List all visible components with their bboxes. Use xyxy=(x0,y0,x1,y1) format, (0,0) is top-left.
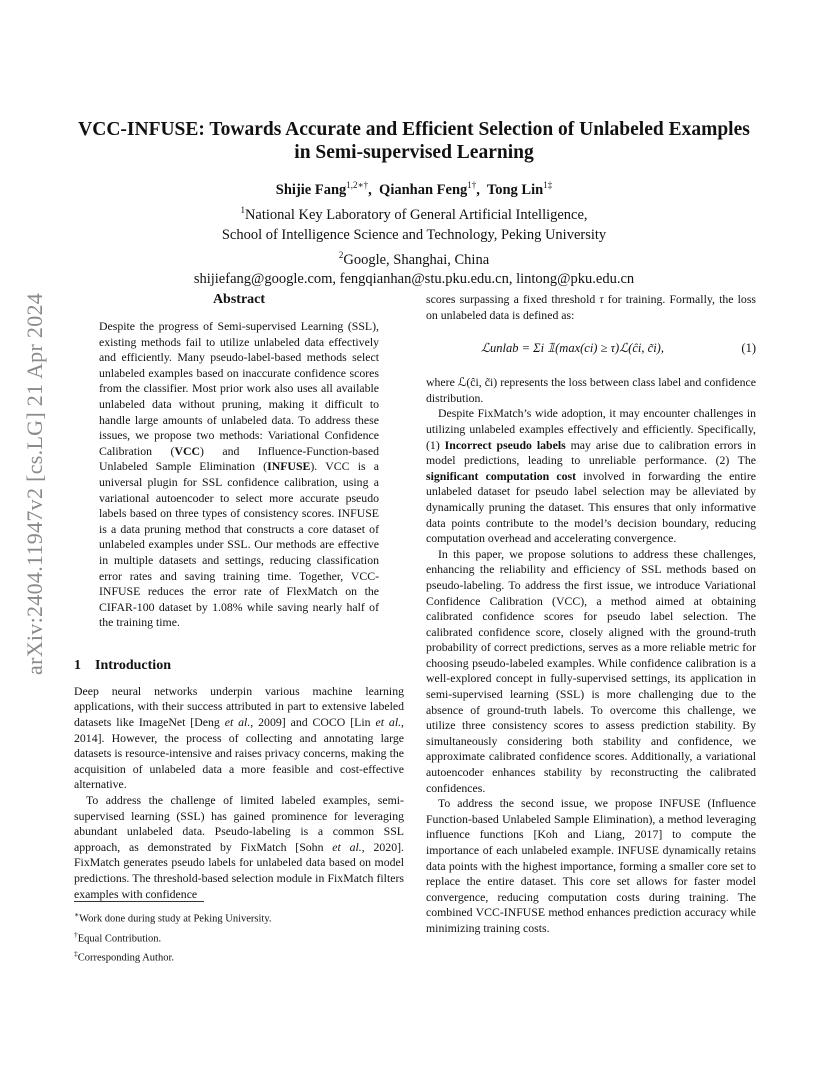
intro-p2-a: To address the challenge of limited labeled examples, semi-supervised learning (SSL) has gained prominence for leveraging abundant unlabeled data. Pseudo-labeling is a common SSL approach, as demonstrated by FixMatch [Sohn xyxy=(74,793,404,854)
author-emails: shijiefang@google.com, fengqianhan@stu.pku.edu.cn, lintong@pku.edu.cn xyxy=(193,271,635,288)
footnote-3 xyxy=(74,946,404,966)
title-line-1: VCC-INFUSE: Towards Accurate and Efficient Selection of Unlabeled Examples xyxy=(78,119,750,140)
author-3: Tong Lin xyxy=(486,181,544,198)
equation-number: (1) xyxy=(741,341,756,356)
intro-p1-b: , 2009] and COCO [Lin xyxy=(250,715,376,730)
affiliation-2-text: Google, Shanghai, China xyxy=(343,251,490,268)
footnote-3-text: Corresponding Author. xyxy=(77,952,174,964)
right-column xyxy=(426,292,756,937)
affiliation-2 xyxy=(75,245,753,270)
abstract-part-3: ). VCC is a universal plugin for SSL confidence calibration, using a variational autoencoder to select more accurate pseudo labels based on three types of consistency scores. INFUSE is a data pruning method that constructs a core dataset of unlabeled examples under SSL. Our methods are effective in multiple datasets and settings, reducing classification error rates and saving training time. Together, VCC-INFUSE reduces the error rate of FlexMatch on the CIFAR-100 dataset by 1.08% while saving nearly half of the training time. xyxy=(99,459,380,630)
intro-paragraph-2 xyxy=(74,793,404,902)
affiliation-1-text: National Key Laboratory of General Artificial Intelligence, xyxy=(244,206,588,223)
intro-paragraph-1 xyxy=(74,684,404,793)
author-2-marks: 1† xyxy=(467,180,477,190)
footnote-2-mark: † xyxy=(74,929,78,939)
title-line-2: in Semi-supervised Learning xyxy=(294,142,534,163)
footnote-1 xyxy=(74,907,404,927)
equation-body: ℒunlab = Σi 𝟙(max(ci) ≥ τ)ℒ(ĉi, c̃i), xyxy=(481,341,664,356)
intro-p5-c: may arise due to calibration errors in model predictions, leading to unreliable performance. (2) The xyxy=(426,437,757,468)
intro-p1-c: , 2014]. However, the process of collecting and annotating large datasets is resource-intensive and raises privacy concerns, making the acquisition of unlabeled data a more feasible and cost-effective alternative. xyxy=(74,715,404,792)
section-heading-introduction xyxy=(74,658,404,674)
intro-paragraph-7: To address the second issue, we propose INFUSE (Influence Function-based Unlabeled Sample Elimination), a method leveraging influence functions [Koh and Liang, 2017] to compute the importance of each unlabeled example. INFUSE dynamically retains data points with the highest importance, forming a smaller core set to replace the entire dataset. This core set allows for faster model convergence, reducing computation costs during training. The combined VCC-INFUSE method enhances prediction accuracy while minimizing training costs. xyxy=(426,796,756,935)
intro-paragraph-6: In this paper, we propose solutions to address these challenges, enhancing the reliability and efficiency of SSL methods based on pseudo-labeling. To address the first issue, we introduce Variational Confidence Calibration (VCC), a method aimed at obtaining calibrated confidence scores for pseudo label selection. The calibrated confidence score, closely aligned with the ground-truth probability of correct predictions, serves as a more reliable metric for choosing pseudo-labeled examples. While confidence calibration is a well-explored concept in fully-supervised settings, its application in semi-supervised learning (SSL) is more challenging due to the absence of ground-truth labels. To overcome this challenge, we utilize three consistency scores to assess prediction stability. By simultaneously considering both stability and confidence, we approximate calibrated confidence scores. Additionally, a variational autoencoder enhances stability by reconstructing the calibrated confidences. xyxy=(426,546,756,795)
intro-p2-b: , 2020]. FixMatch generates pseudo labels for unlabeled data based on model predictions. The threshold-based selection module in FixMatch filters examples with confidence xyxy=(74,839,404,901)
citation-etal: et al. xyxy=(375,715,402,730)
author-1: Shijie Fang xyxy=(275,181,347,198)
intro-p3-a: scores surpassing a fixed threshold xyxy=(426,292,600,306)
abstract-part-1: Despite the progress of Semi-supervised Learning (SSL), existing methods fail to utilize unlabeled data effectively and efficiently. Many pseudo-label-based methods select unlabeled examples based on inaccurate confidence scores from the classifier. Most prior work also uses all available unlabeled data without pruning, making it difficult to handle large amounts of unlabeled data. To address these issues, we propose two methods: Variational Confidence Calibration ( xyxy=(99,319,379,458)
section-title: Introduction xyxy=(95,657,171,673)
intro-p5-e: involved in forwarding the entire unlabeled dataset for pseudo label selection may be alleviated by dynamically pruning the dataset. This ensures that only informative data points contribute to the model’s decision boundary, reducing computation overhead and accelerating convergence. xyxy=(426,468,756,546)
abstract-vcc: VCC xyxy=(174,443,200,458)
arxiv-stamp xyxy=(22,285,46,675)
abstract-part-2: ) and Influence-Function-based Unlabeled Sample Elimination ( xyxy=(99,443,380,474)
footnote-rule xyxy=(74,901,204,902)
affiliation-2-mark: 2 xyxy=(338,249,344,260)
author-3-marks: 1‡ xyxy=(543,180,553,190)
footnote-1-text: Work done during study at Peking University. xyxy=(79,913,272,925)
affiliation-1b: School of Intelligence Science and Technology, Peking University xyxy=(221,226,607,243)
abstract-heading: Abstract xyxy=(212,292,266,307)
intro-p5-bold-2: significant computation cost xyxy=(426,468,577,483)
author-1-marks: 1,2∗† xyxy=(346,180,369,190)
footnote-2 xyxy=(74,927,404,947)
footnote-3-mark: ‡ xyxy=(74,949,78,958)
footnotes xyxy=(74,901,404,966)
intro-p3-b: for training. Formally, the loss on unlabeled data is defined as: xyxy=(426,292,756,322)
intro-paragraph-4: where ℒ(ĉi, c̃i) represents the loss between class label and confidence distribution. xyxy=(426,375,756,405)
intro-paragraph-5 xyxy=(426,406,756,546)
citation-etal: et al. xyxy=(224,715,251,730)
left-column xyxy=(74,292,404,902)
author-2: Qianhan Feng xyxy=(379,181,468,198)
paper-title xyxy=(75,118,753,164)
intro-p5-bold-1: Incorrect pseudo labels xyxy=(444,437,566,452)
affiliation-1-mark: 1 xyxy=(240,204,245,215)
abstract-infuse: INFUSE xyxy=(267,459,311,474)
arxiv-stamp-text: arXiv:2404.11947v2 [cs.LG] 21 Apr 2024 xyxy=(22,292,47,675)
affiliation-1 xyxy=(75,200,753,225)
citation-etal: et al. xyxy=(332,839,362,854)
author-block xyxy=(75,175,753,289)
abstract-text xyxy=(99,319,379,631)
intro-paragraph-3 xyxy=(426,292,756,323)
threshold-symbol: τ xyxy=(599,292,604,306)
intro-p5-a: Despite FixMatch’s wide adoption, it may encounter challenges in utilizing unlabeled examples effectively and efficiently. Specifically, (1) xyxy=(426,406,756,452)
footnote-1-mark: ∗ xyxy=(74,910,80,919)
footnote-2-text: Equal Contribution. xyxy=(77,933,162,944)
author-names: Shijie Fang$^{1,2∗\dagger}$, Qianhan Feng$^{1\dagger}$, Tong Lin$^{1\ddagger}$ xyxy=(275,180,553,198)
intro-p1-a: Deep neural networks underpin various machine learning applications, with their success attributed in part to extensive labeled datasets like ImageNet [Deng xyxy=(74,683,404,730)
equation-1 xyxy=(426,335,756,365)
section-number: 1 xyxy=(74,657,81,673)
